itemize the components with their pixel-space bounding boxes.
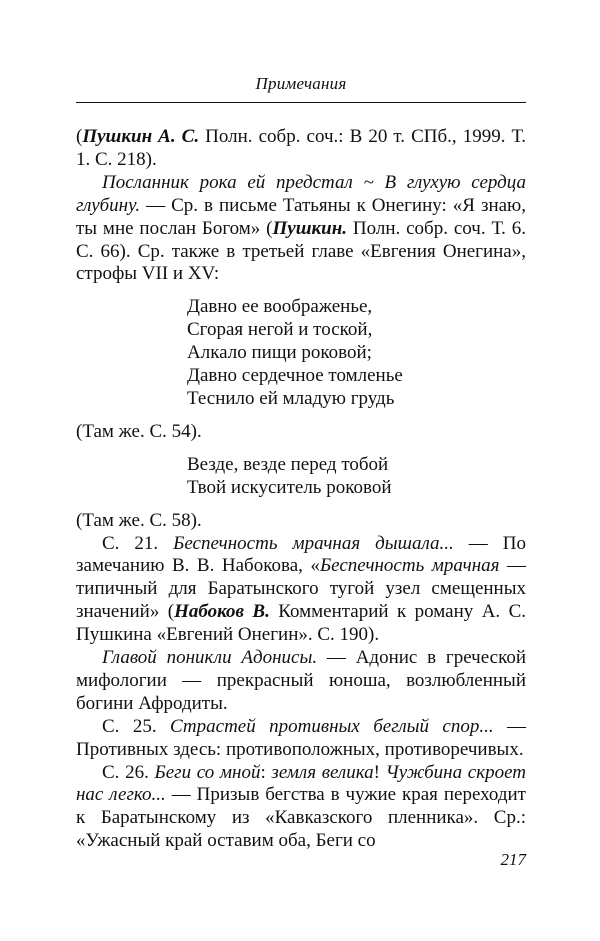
quoted-phrase: Главой поникли Адонисы. [102,647,318,669]
page-ref: С. 26. [102,761,155,783]
note-text: — По замечанию В. В. Набокова, « [76,532,526,577]
quoted-phrase: Беспечность мрачная дышала... [173,532,454,554]
quoted-phrase: Страстей противных беглый спор... [169,715,494,737]
note-text: — Ср. в письме Татьяны к Онегину: «Я знаю, ты мне послан Богом» ( [76,194,526,239]
punctuation: ! [373,761,386,783]
verse-line: Сгорая негой и тоской, [187,319,373,341]
paragraph-citation [76,126,526,172]
verse-line: Твой искуситель роковой [187,476,392,498]
reference: (Там же. С. 54). [76,420,202,442]
citation-text: Полн. собр. соч.: В 20 т. СПб., 1999. Т. 1. С. 218). [76,126,526,170]
quoted-phrase: Беги со мной [154,761,261,783]
verse-block [187,296,526,411]
note-paragraph [76,172,526,287]
note-text: — Противных здесь: противоположных, противоречивых. [76,715,526,760]
note-paragraph [76,762,526,854]
text-body [76,126,526,853]
author-name: Пушкин. [272,217,348,239]
running-header: Примечания [255,74,347,93]
paren-open: ( [76,126,83,147]
author-name: Набоков В. [174,601,270,623]
verse-line: Везде, везде перед тобой [187,453,389,475]
punctuation: : [260,761,272,783]
note-text: — типичный для Баратынского тугой узел смещенных значений» ( [76,555,527,623]
reference: (Там же. С. 58). [76,509,202,531]
quoted-phrase: Беспечность мрачная [319,555,500,577]
note-paragraph [76,647,526,716]
page-ref: С. 25. [102,715,170,737]
verse-block [187,454,526,500]
page-ref: С. 21. [102,532,174,554]
verse-line: Давно сердечное томленье [187,365,403,387]
verse-line: Алкало пищи роковой; [187,342,372,364]
author-name: Пушкин А. С. [82,126,200,147]
quoted-phrase: Посланник рока ей предстал ~ В глухую сердца глубину. [76,171,526,216]
note-text: — Адонис в греческой мифологии — прекрасный юноша, возлюбленный богини Афродиты. [76,647,527,714]
page-number: 217 [500,850,526,869]
note-text: Полн. собр. соч. Т. 6. С. 66). Ср. также в третьей главе «Евгения Онегина», строфы VII и XV: [76,217,526,285]
verse-line: Давно ее воображенье, [187,296,373,318]
note-text: — Призыв бегства в чужие края переходит к Баратынскому из «Кавказского пленника». Ср.: «Ужасный край оставим оба, Беги со [76,784,526,852]
verse-line: Теснило ей младую грудь [187,387,395,409]
quoted-phrase: Чужбина скроет нас легко... [76,761,526,806]
quoted-phrase: земля велика [271,761,374,783]
header-rule [76,102,526,103]
note-text: Комментарий к роману А. С. Пушкина «Евгений Онегин». С. 190). [76,601,527,646]
note-paragraph [76,716,526,762]
note-paragraph [76,533,526,648]
